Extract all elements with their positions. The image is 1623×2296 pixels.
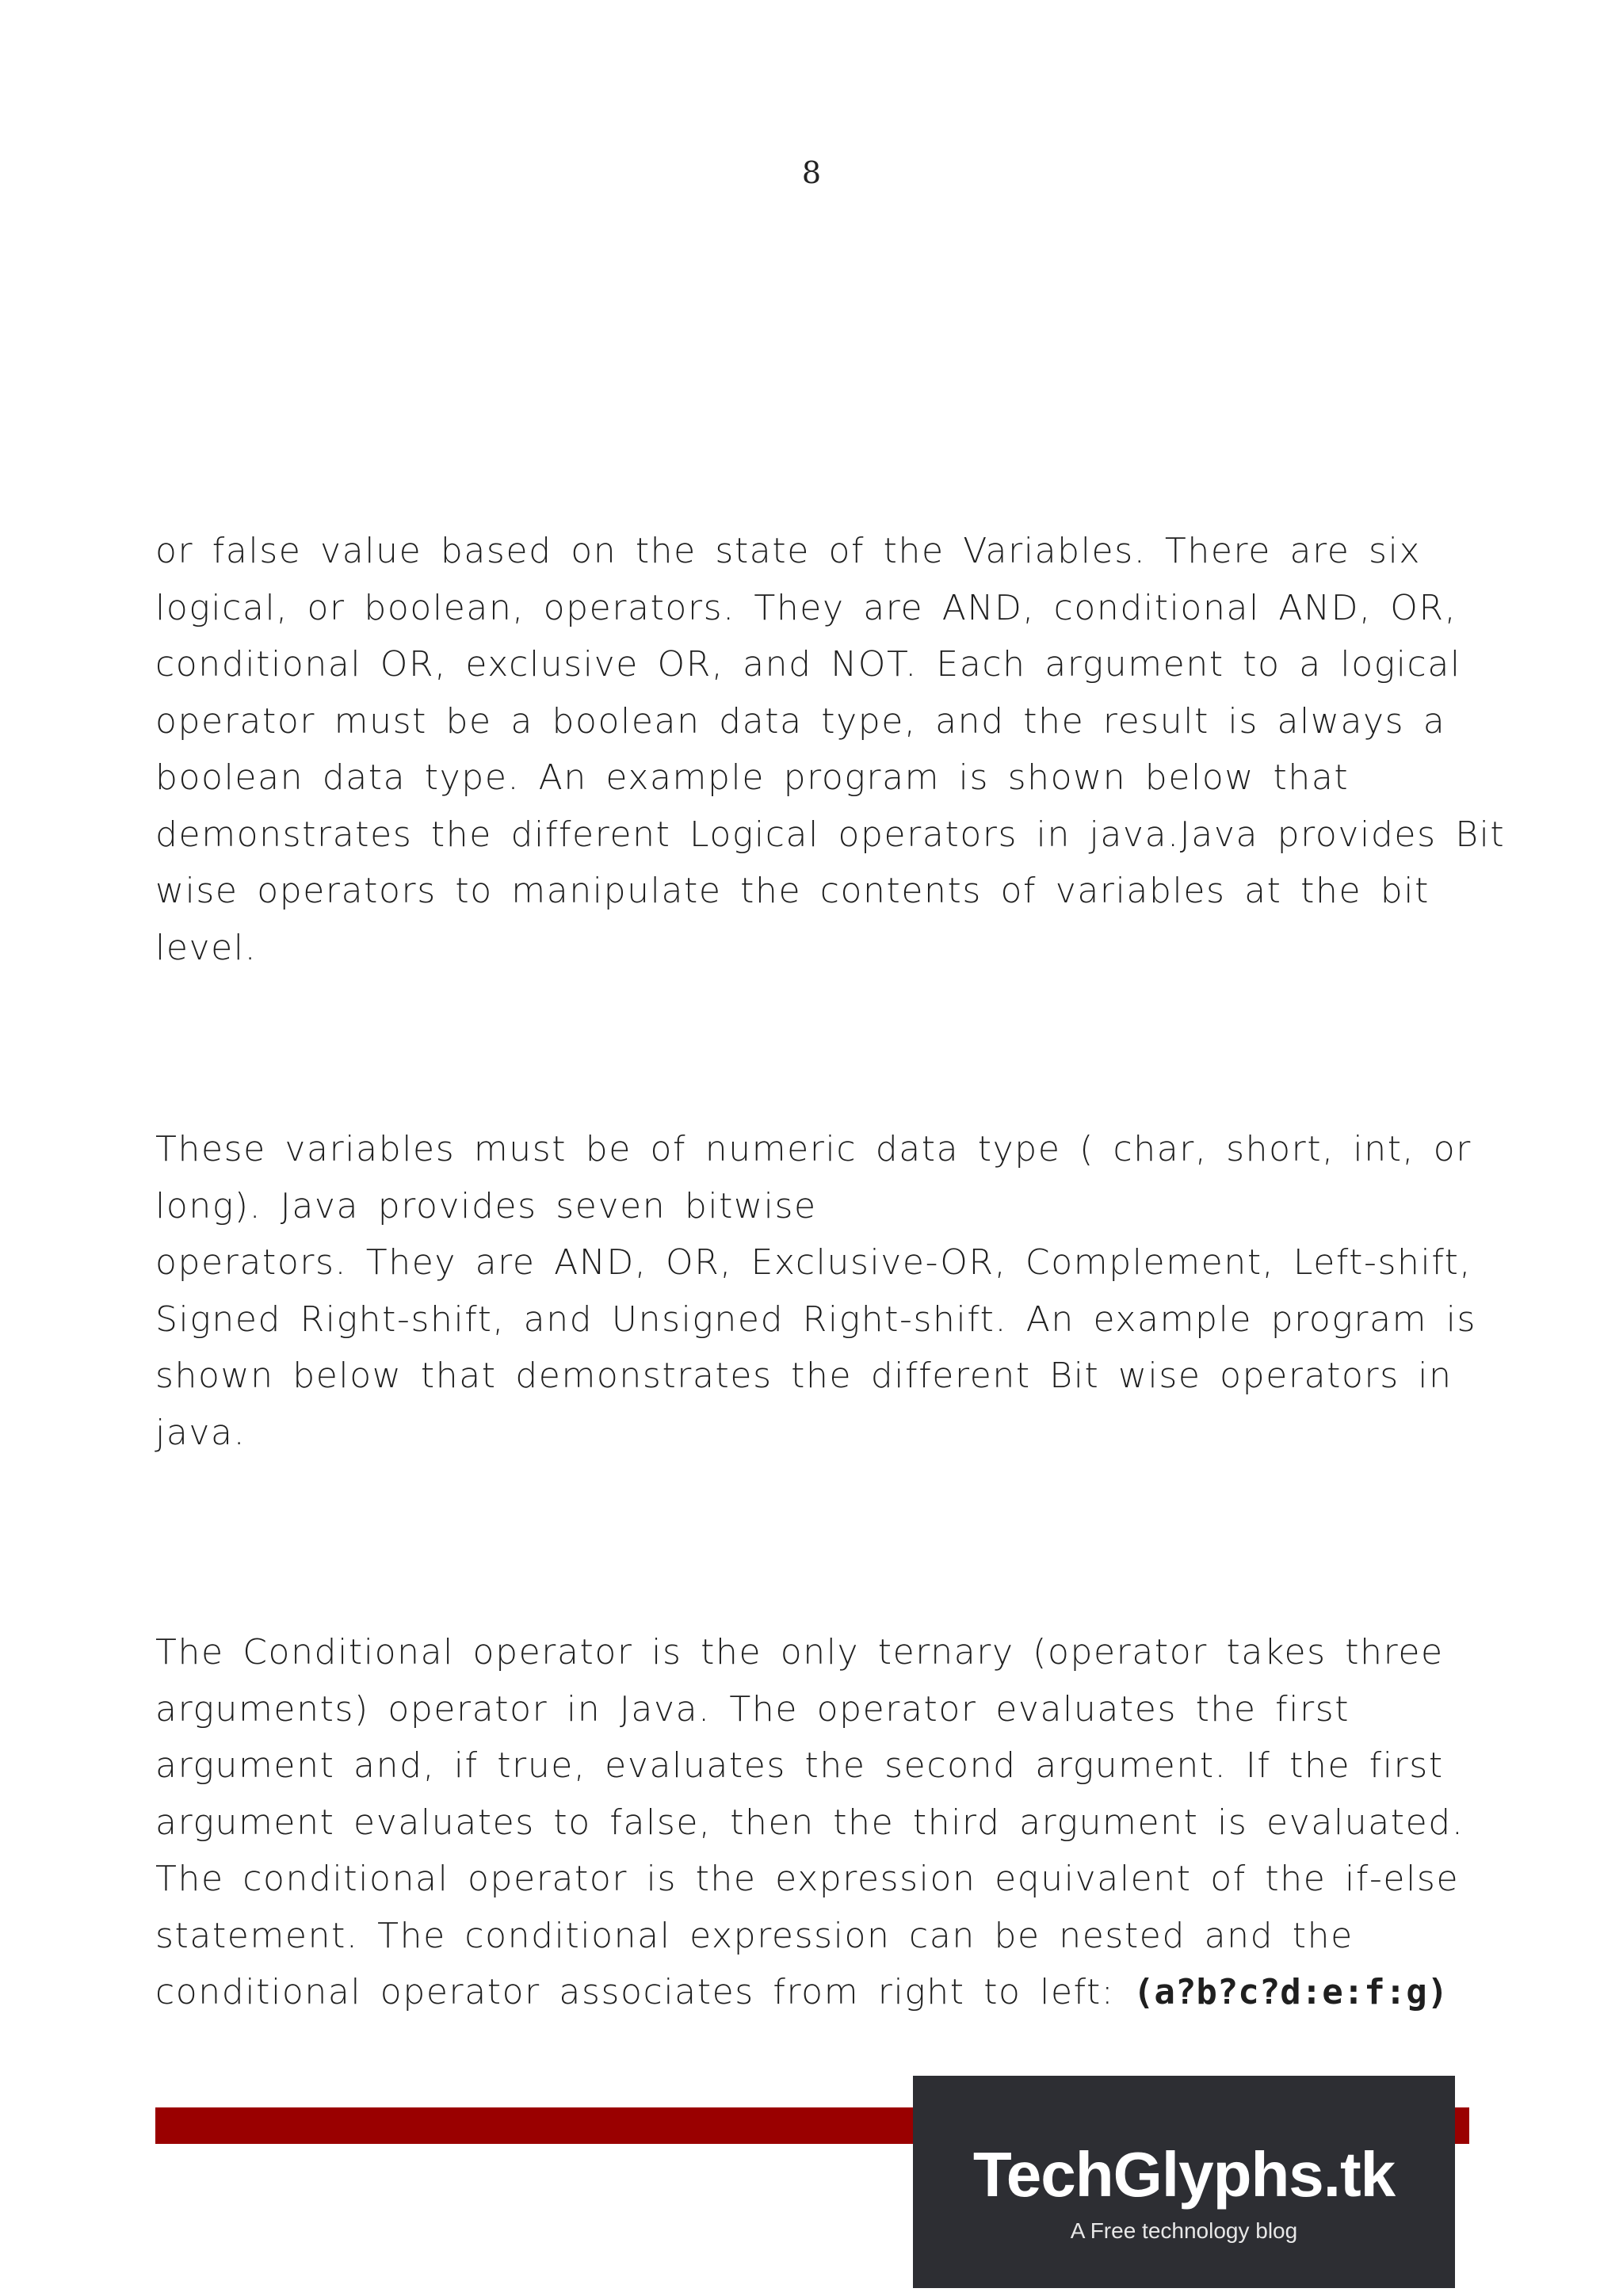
text-line: long). Java provides seven bitwise (155, 1185, 817, 1226)
brand-tagline: A Free technology blog (1070, 2218, 1298, 2243)
text-line: conditional OR, exclusive OR, and NOT. Each argument to a logical (155, 644, 1461, 685)
text-line: argument and, if true, evaluates the second argument. If the first (155, 1745, 1444, 1786)
text-line: logical, or boolean, operators. They are AND, conditional AND, OR, (155, 587, 1457, 628)
paragraph-logical-operators (155, 523, 1506, 976)
paragraph-conditional-operator (155, 1624, 1503, 2021)
text-line: operator must be a boolean data type, and the result is always a (155, 700, 1446, 742)
text-line: java. (155, 1412, 246, 1453)
text-line: The Conditional operator is the only ternary (operator takes three (155, 1632, 1444, 1672)
text-line: wise operators to manipulate the contents of variables at the bit (155, 871, 1430, 911)
text-line: The conditional operator is the expression equivalent of the if-else (155, 1859, 1460, 1899)
paragraph-bitwise-operators (155, 1121, 1503, 1461)
text-line-prefix: conditional operator associates from right to left: (155, 1972, 1133, 2012)
text-line: arguments) operator in Java. The operator evaluates the first (155, 1688, 1350, 1730)
text-line-with-code (155, 1964, 1503, 2021)
text-line: operators. They are AND, OR, Exclusive-OR, Complement, Left-shift, (155, 1242, 1472, 1283)
text-line: or false value based on the state of the Variables. There are six (155, 531, 1422, 571)
text-line: These variables must be of numeric data type ( char, short, int, or (155, 1129, 1472, 1169)
text-line: level. (155, 927, 258, 968)
text-line: statement. The conditional expression can be nested and the (155, 1915, 1354, 1956)
text-line: demonstrates the different Logical operators in java.Java provides Bit (155, 814, 1506, 855)
text-line: shown below that demonstrates the different Bit wise operators in (155, 1356, 1453, 1396)
text-line: boolean data type. An example program is shown below that (155, 757, 1350, 798)
text-line: Signed Right-shift, and Unsigned Right-shift. An example program is (155, 1299, 1477, 1340)
text-line: argument evaluates to false, then the third argument is evaluated. (155, 1802, 1465, 1843)
brand-title: TechGlyphs.tk (972, 2139, 1396, 2210)
brand-logo (913, 2076, 1455, 2288)
page-number: 8 (801, 155, 822, 190)
code-expression: (a?b?c?d:e:f:g) (1132, 1972, 1449, 2012)
